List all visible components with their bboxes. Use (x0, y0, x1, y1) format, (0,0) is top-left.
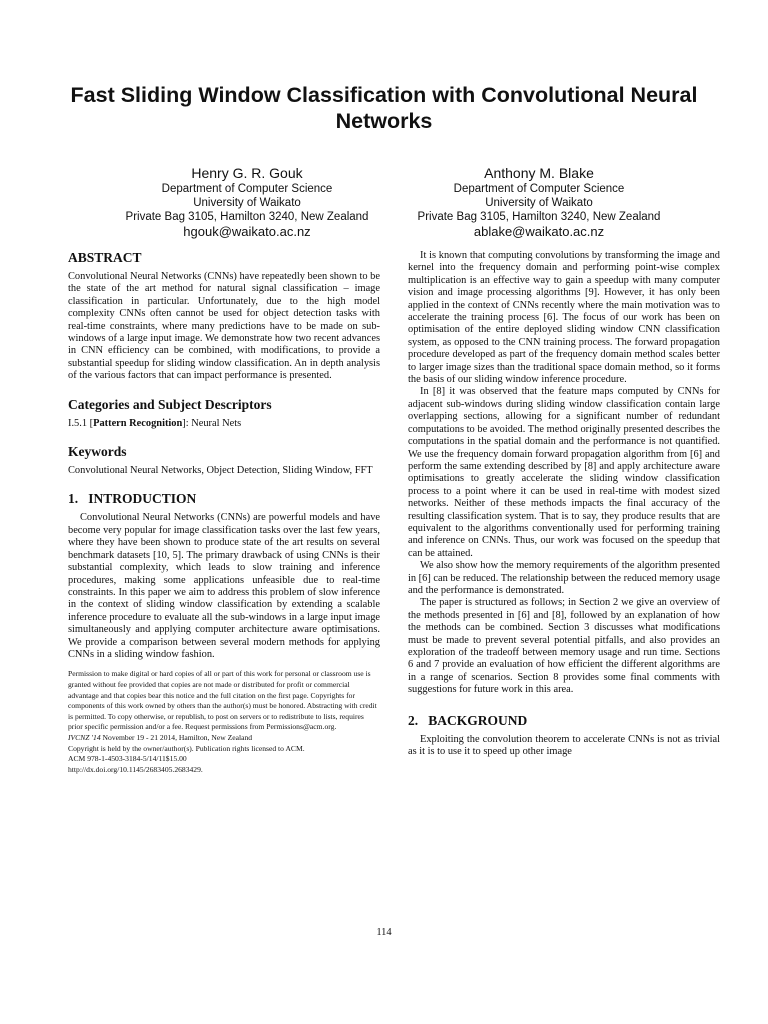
keywords-text: Convolutional Neural Networks, Object Detection, Sliding Window, FFT (68, 465, 373, 477)
permission-text: Permission to make digital or hard copies of all or part of this work for personal or classroom use is granted without fee provided that copies are not made or distributed for profit or commercial advantage and that copies bear this notice and the full citation on the first page. Copyrights for components of this work owned by others than the author(s) must be honored. Abstracting with credit is permitted. To copy otherwise, or republish, to post on servers or to redistribute to lists, requires prior specific permission and/or a fee. Request permissions from Permissions@acm.org. (68, 669, 377, 732)
background-heading: 2. BACKGROUND (408, 712, 528, 728)
right-column (408, 250, 720, 758)
author-block-1 (102, 164, 392, 240)
author-name: Anthony M. Blake (484, 165, 594, 181)
introduction-heading: 1. INTRODUCTION (68, 491, 197, 507)
author-department: Department of Computer Science (453, 183, 625, 195)
categories-rest: ]: Neural Nets (182, 417, 242, 429)
author-university: University of Waikato (485, 197, 593, 209)
body-paragraph: We also show how the memory requirements of the algorithm presented in [6] can be reduced. The relationship between the reduced memory usage and the performance is demonstrated. (408, 560, 720, 596)
author-name: Henry G. R. Gouk (191, 165, 303, 181)
author-department: Department of Computer Science (161, 183, 333, 195)
author-email: ablake@waikato.ac.nz (473, 224, 605, 239)
page-number: 114 (376, 927, 392, 938)
author-address: Private Bag 3105, Hamilton 3240, New Zealand (417, 211, 661, 223)
venue-name: IVCNZ '14 (68, 732, 101, 742)
author-address: Private Bag 3105, Hamilton 3240, New Zealand (125, 211, 369, 223)
isbn-line: ACM 978-1-4503-3184-5/14/11$15.00 (68, 754, 187, 764)
categories-text (68, 418, 380, 430)
body-paragraph: It is known that computing convolutions by transforming the image and kernel into the frequency domain and performing point-wise complex multiplication is an effective way to gain a speedup with many computer vision and image processing algorithms [9]. However, it has only been applied in the context of CNNs recently where the main motivation was to accelerate the training process [6]. The focus of our work has been on optimisation of the entire deployed sliding window CNN classification system, as opposed to the CNN training process. The forward propagation procedure developed as part of the frequency domain method scales better to larger image sizes than the traditional space domain method, so it forms the basis of our sliding window inference procedure. (408, 250, 720, 386)
body-paragraph: In [8] it was observed that the feature maps computed by CNNs for adjacent sub-windows during sliding window classification contain large overlapping sections, allowing for a significant number of redundant computations to be avoided. The method originally presented describes the computations in the spatial domain and the performance is not quantified. We use the frequency domain forward propagation algorithm from [6] and perform the same extending described by [8] and apply architecture aware optimisations to greatly accelerate the sliding window classification process to a point where it can be used in real-time with modest sized networks. Neither of these methods impacts the final accuracy of the resulting classification system. That is to say, they produce results that are equivalent to the algorithms conventionally used for performing training and inference on CNNs. Thus, our work was focused on the speedup that can be attained. (408, 386, 720, 559)
doi-line: http://dx.doi.org/10.1145/2683405.2683429. (68, 764, 203, 774)
categories-bold: Pattern Recognition (93, 417, 183, 429)
background-paragraph: Exploiting the convolution theorem to accelerate CNNs is not as trivial as it is to use it to speed up other image (408, 733, 720, 758)
author-email: hgouk@waikato.ac.nz (183, 224, 311, 239)
author-block-2 (394, 164, 684, 240)
abstract-heading: ABSTRACT (68, 250, 142, 265)
categories-heading: Categories and Subject Descriptors (68, 396, 272, 412)
introduction-paragraph: Convolutional Neural Networks (CNNs) are powerful models and have become very popular for image classification tasks over the last few years, where they have been shown to produce state of the art results on several benchmark datasets [10, 5]. The primary drawback of using CNNs is their substantial complexity, which leads to slow training and inference procedures, making some applications unfeasible due to real-time constraints. In this paper we aim to address this problem of slow inference in the context of sliding window classification by extending a scalable inference procedure to evaluate all the sub-windows in a large input image simultaneously and applying computer architecture aware optimisations. We provide a comparison between several modern methods for applying CNNs in a sliding window fashion. (68, 512, 380, 660)
paper-title: Fast Sliding Window Classification with Convolutional Neural Networks (70, 83, 698, 133)
author-university: University of Waikato (193, 197, 301, 209)
left-column (68, 250, 380, 775)
body-paragraph: The paper is structured as follows; in Section 2 we give an overview of the methods presented in [6] and [8], followed by an explanation of how the methods can be combined. Section 3 discusses what modifications must be made to prevent several potential pitfalls, and also provides an exploration of the tradeoff between memory usage and run time. Sections 6 and 7 provide an evaluation of how efficient the different algorithms are in a range of scenarios. Section 8 provides some final comments with suggestions for future work in this area. (408, 597, 720, 696)
venue-details: November 19 - 21 2014, Hamilton, New Zealand (100, 732, 253, 742)
abstract-text: Convolutional Neural Networks (CNNs) have repeatedly been shown to be the state of the art method for natural signal classification – image classification in particular. Unfortunately, due to the high model complexity CNNs often cannot be used for object detection tasks with real-time constraints, where many predictions have to be made on sub-windows of a large input image. We demonstrate how two recent advances in CNN efficiency can be combined, with modifications, to provide a substantial speedup for sliding window classification. An in depth analysis of the various factors that can impact performance is presented. (68, 271, 380, 382)
copyright-line: Copyright is held by the owner/author(s). Publication rights licensed to ACM. (68, 743, 305, 753)
categories-code: I.5.1 [ (68, 417, 94, 429)
permission-footnote (68, 669, 380, 775)
venue-line (68, 733, 380, 744)
keywords-heading: Keywords (68, 444, 127, 460)
